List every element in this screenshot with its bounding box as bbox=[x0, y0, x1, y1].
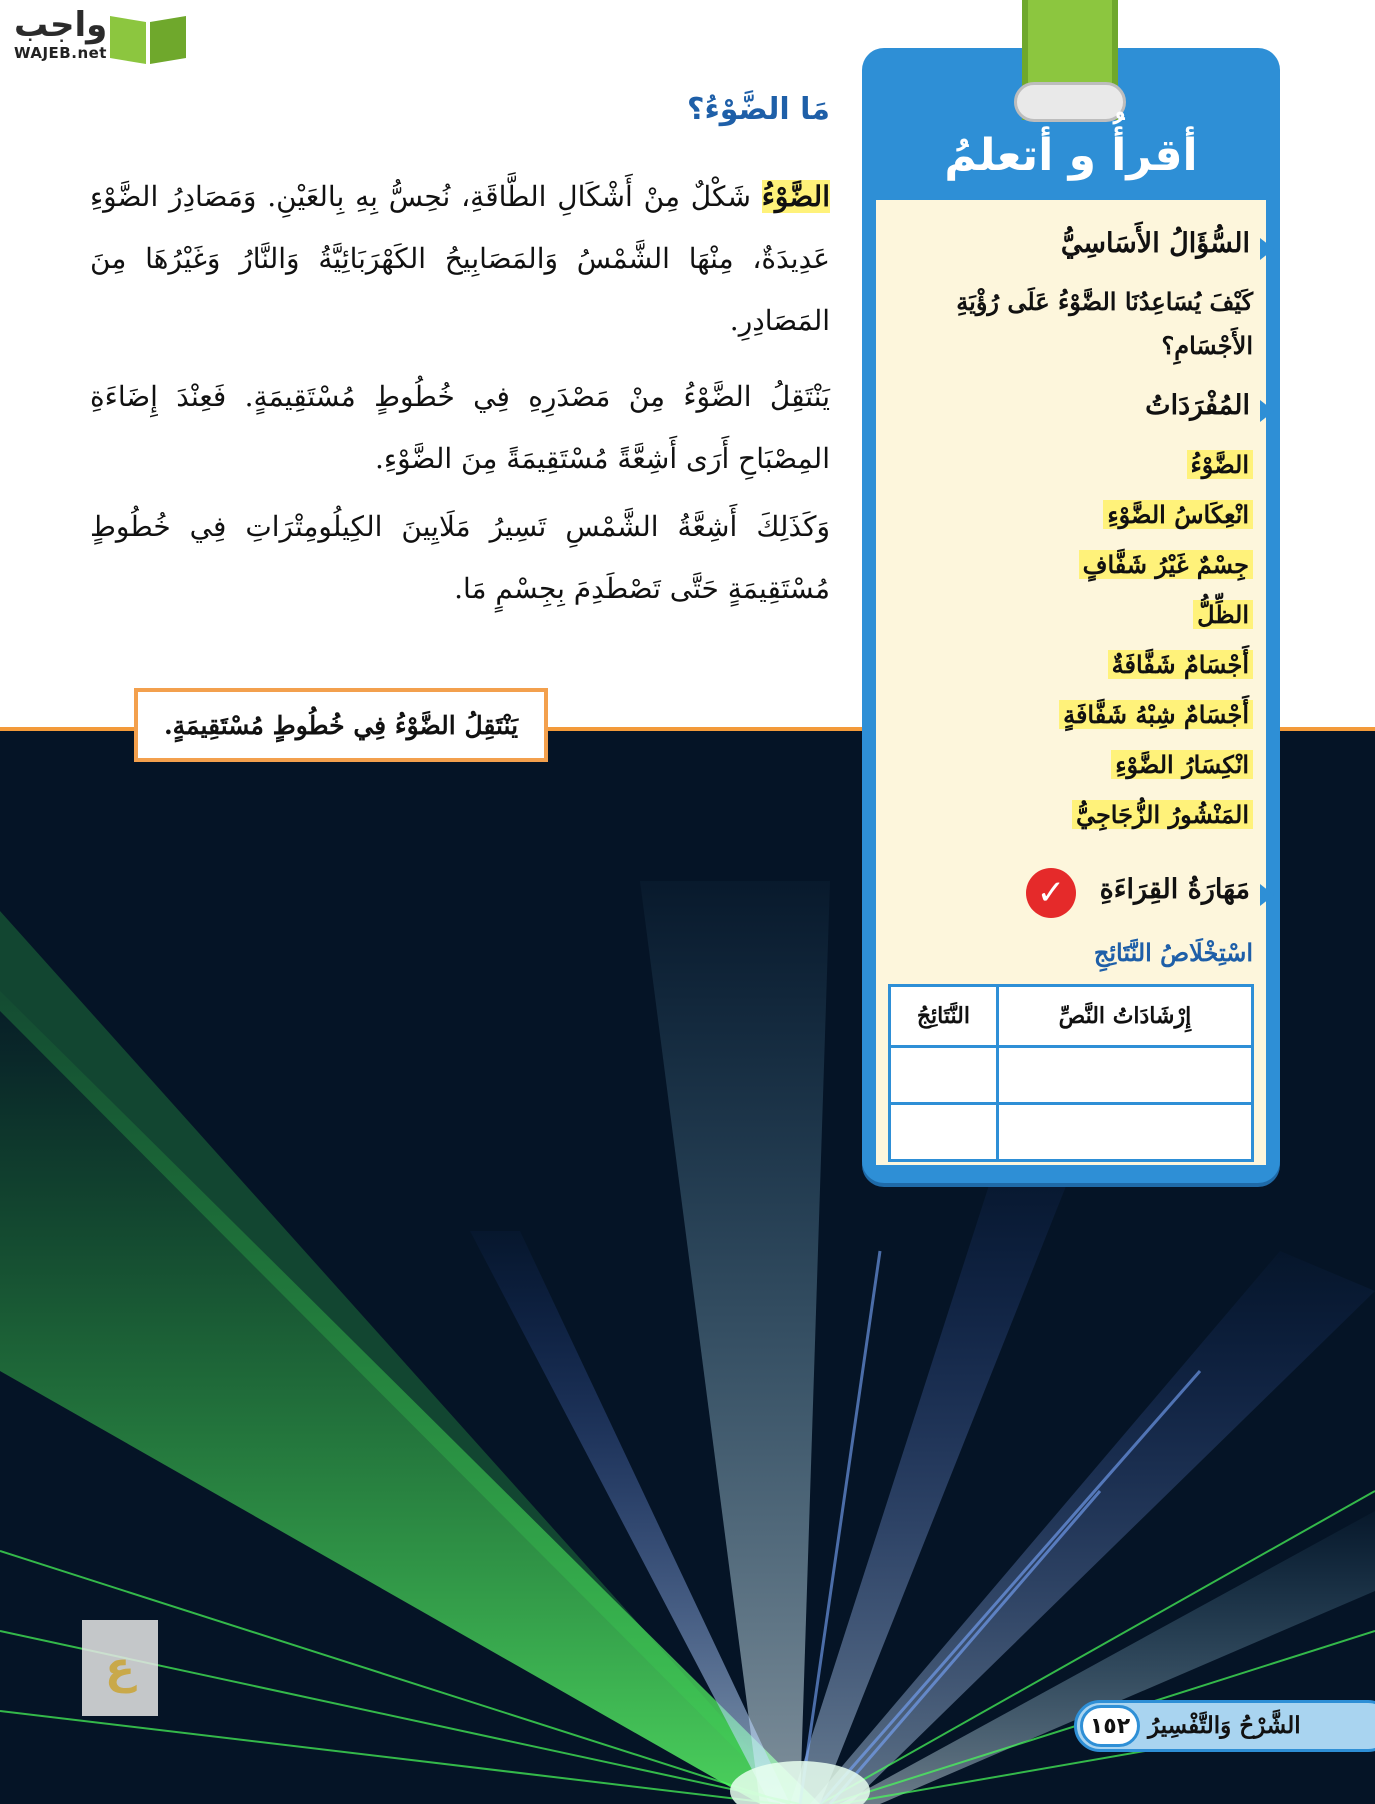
reading-skill-name: اسْتِخْلَاصُ النَّتَائِجِ bbox=[1093, 938, 1253, 967]
corner-badge: ع bbox=[82, 1620, 158, 1716]
table-cell[interactable] bbox=[997, 1047, 1252, 1104]
book-icon bbox=[108, 8, 188, 66]
table-cell[interactable] bbox=[890, 1047, 998, 1104]
vocab-item: انْعِكَاسُ الضَّوْءِ bbox=[1103, 500, 1253, 529]
paragraph-2: يَنْتَقِلُ الضَّوْءُ مِنْ مَصْدَرِهِ فِي خُطُوطٍ مُسْتَقِيمَةٍ. فَعِنْدَ إِضَاءَةِ المِصْبَاحِ أَرَى أَشِعَّةً مُسْتَقِيمَةً مِنَ الضَّوْءِ. bbox=[90, 380, 830, 475]
checkmark-icon: ✓ bbox=[1026, 868, 1076, 918]
image-caption: يَنْتَقِلُ الضَّوْءُ فِي خُطُوطٍ مُسْتَقِيمَةٍ. bbox=[134, 688, 548, 762]
essential-question: كَيْفَ يُسَاعِدُنَا الضَّوْءُ عَلَى رُؤْيَةِ الأَجْسَامِ؟ bbox=[956, 287, 1253, 360]
section-title: مَا الضَّوْءُ؟ bbox=[687, 92, 830, 127]
vocab-item: أَجْسَامٌ شِبْهُ شَفَّافَةٍ bbox=[1059, 700, 1253, 729]
bookmark-ring bbox=[1014, 82, 1126, 122]
vocab-item: جِسْمٌ غَيْرُ شَفَّافٍ bbox=[1079, 550, 1253, 579]
logo-latin-text: WAJEB.net bbox=[14, 44, 107, 62]
vocabulary-heading: المُفْرَدَاتُ bbox=[1145, 390, 1250, 421]
vocab-item: أَجْسَامٌ شَفَّافَةٌ bbox=[1108, 650, 1253, 679]
sidebar-title: أقرأُ و أتعلمُ bbox=[944, 130, 1198, 181]
vocab-item: انْكِسَارُ الضَّوْءِ bbox=[1111, 750, 1253, 779]
essential-question-heading: السُّؤَالُ الأَسَاسِيُّ bbox=[1060, 228, 1250, 259]
table-header-text-clues: إِرْشَادَاتُ النَّصِّ bbox=[997, 986, 1252, 1047]
vocab-item: المَنْشُورُ الزُّجَاجِيُّ bbox=[1072, 800, 1253, 829]
footer-label: الشَّرْحُ وَالتَّفْسِيرُ bbox=[1148, 1712, 1301, 1739]
vocab-item: الضَّوْءُ bbox=[1187, 450, 1253, 479]
paragraph-1 bbox=[90, 166, 830, 352]
reading-skill-table bbox=[888, 984, 1254, 1162]
table-cell[interactable] bbox=[890, 1104, 998, 1161]
page-number: ١٥٢ bbox=[1080, 1705, 1140, 1747]
logo-arabic-text: واجب bbox=[14, 5, 108, 45]
paragraph-3: وَكَذَلِكَ أَشِعَّةُ الشَّمْسِ تَسِيرُ مَلَايِينَ الكِيلُومِتْرَاتِ فِي خُطُوطٍ مُسْتَقِيمَةٍ حَتَّى تَصْطَدِمَ بِجِسْمٍ مَا. bbox=[90, 510, 830, 605]
vocab-item: الظِّلُّ bbox=[1193, 600, 1253, 629]
paragraph-1-text: شَكْلٌ مِنْ أَشْكَالِ الطَّاقَةِ، نُحِسُّ بِهِ بِالعَيْنِ. وَمَصَادِرُ الضَّوْءِ عَدِيدَةٌ، مِنْهَا الشَّمْسُ وَالمَصَابِيحُ الكَهْرَبَائِيَّةُ وَالنَّارُ وَغَيْرُهَا مِنَ المَصَادِرِ. bbox=[90, 180, 830, 337]
wajeb-logo bbox=[10, 6, 190, 68]
highlighted-term: الضَّوْءُ bbox=[761, 180, 830, 213]
table-cell[interactable] bbox=[997, 1104, 1252, 1161]
reading-skill-heading: مَهَارَةُ القِرَاءَةِ bbox=[1099, 874, 1250, 905]
table-header-results: النَّتَائِجُ bbox=[890, 986, 998, 1047]
